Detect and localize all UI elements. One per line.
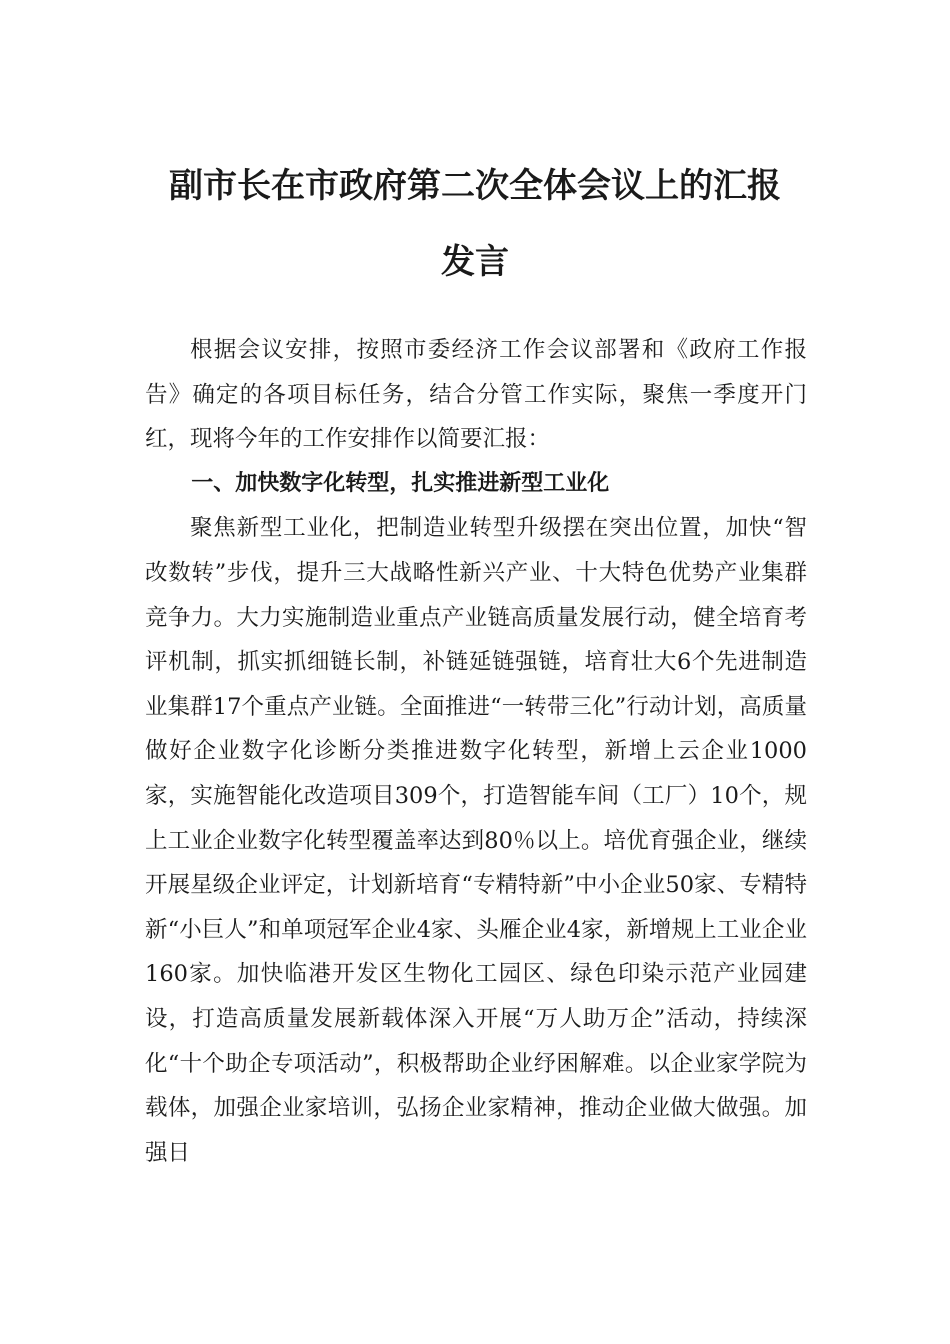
section-paragraph-1: 聚焦新型工业化，把制造业转型升级摆在突出位置，加快“智改数转”步伐，提升三大战略性新兴产业、十大特色优势产业集群竞争力。大力实施制造业重点产业链高质量发展行动，健全培育考评机制，抓实抓细链长制，补链延链强链，培育壮大6个先进制造业集群17个重点产业链。全面推进“一转带三化”行动计划，高质量做好企业数字化诊断分类推进数字化转型，新增上云企业1000家，实施智能化改造项目309个，打造智能车间（工厂）10个，规上工业企业数字化转型覆盖率达到80％以上。培优育强企业，继续开展星级企业评定，计划新培育“专精特新”中小企业50家、专精特新“小巨人”和单项冠军企业4家、头雁企业4家，新增规上工业企业160家。加快临港开发区生物化工园区、绿色印染示范产业园建设，打造高质量发展新载体深入开展“万人助万企”活动，持续深化“十个助企专项活动”，积极帮助企业纾困解难。以企业家学院为载体，加强企业家培训，弘扬企业家精神，推动企业做大做强。加强日 <box>145 515 807 1166</box>
title-line-2: 发言 <box>441 242 509 282</box>
document-title <box>145 148 805 300</box>
section-heading-1: 一、加快数字化转型，扎实推进新型工业化 <box>191 470 610 496</box>
document-body <box>145 328 807 1175</box>
title-line-1: 副市长在市政府第二次全体会议上的汇报 <box>169 166 781 206</box>
intro-paragraph: 根据会议安排，按照市委经济工作会议部署和《政府工作报告》确定的各项目标任务，结合分管工作实际，聚焦一季度开门红，现将今年的工作安排作以简要汇报： <box>145 337 807 453</box>
